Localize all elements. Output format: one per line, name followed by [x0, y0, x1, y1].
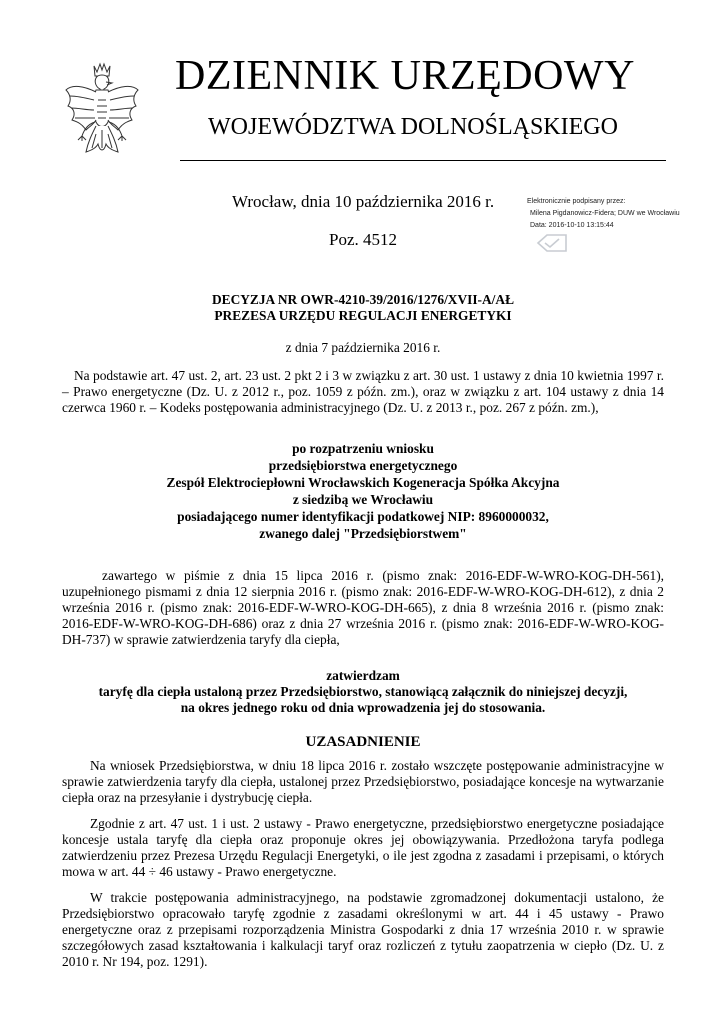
masthead-divider: [180, 160, 666, 161]
signature-signer: Milena Pigdanowicz-Fidera; DUW we Wrocławiu: [530, 210, 680, 217]
reasoning-paragraph: Zgodnie z art. 47 ust. 1 i ust. 2 ustawy - Prawo energetyczne, przedsiębiorstwo energetyczne posiadające koncesje ustala taryfę dla ciepła oraz proponuje okres jej obowiązywania. Przedłożona taryfa podlega zatwierdzeniu przez Prezesa Urzędu Regulacji Energetyki, o ile jest zgodna z zasadami i przepisami, o których mowa w art. 44 ÷ 46 ustawy - Prawo energetyczne.: [62, 816, 664, 879]
approval-line: taryfę dla ciepła ustaloną przez Przedsiębiorstwo, stanowiącą załącznik do niniejszej decyzji,: [98, 684, 628, 699]
reasoning-heading: UZASADNIENIE: [305, 734, 421, 750]
signature-verified-icon: [535, 232, 569, 254]
decision-issuer: PREZESA URZĘDU REGULACJI ENERGETYKI: [214, 308, 512, 323]
publication-date: Wrocław, dnia 10 października 2016 r.: [232, 192, 495, 211]
applicant-line: przedsiębiorstwa energetycznego: [268, 458, 458, 473]
applicant-line: po rozpatrzeniu wniosku: [292, 441, 434, 456]
electronic-signature-block: [527, 196, 717, 232]
journal-title: DZIENNIK URZĘDOWY: [175, 53, 635, 99]
journal-subtitle: WOJEWÓDZTWA DOLNOŚLĄSKIEGO: [208, 114, 618, 140]
approval-block: [62, 668, 664, 716]
signature-date: Data: 2016-10-10 13:15:44: [530, 222, 614, 229]
reasoning-paragraph: W trakcie postępowania administracyjnego, na podstawie zgromadzonej dokumentacji ustalono, że Przedsiębiorstwo opracowało taryfę zgodnie z zasadami określonymi w art. 44 i 45 ustawy - Prawo energetyczne oraz z przepisami rozporządzenia Ministra Gospodarki z dnia 17 września 2010 r. w sprawie szczegółowych zasad kształtowania i kalkulacji taryf oraz rozliczeń z tytułu zaopatrzenia w ciepło (Dz. U. z 2010 r. Nr 194, poz. 1291).: [62, 890, 664, 969]
white-eagle-emblem-icon: [62, 60, 142, 164]
applicant-nip: posiadającego numer identyfikacji podatkowej NIP: 8960000032,: [177, 509, 549, 524]
approval-line: na okres jednego roku od dnia wprowadzenia jej do stosowania.: [180, 700, 546, 715]
filing-details-paragraph: zawartego w piśmie z dnia 15 lipca 2016 r. (pismo znak: 2016-EDF-W-WRO-KOG-DH-561), uzupełnionego pismami z dnia 12 sierpnia 2016 r. (pismo znak: 2016-EDF-W-WRO-KOG-DH-612), z dnia 2 września 2016 r. (pismo znak: 2016-EDF-W-WRO-KOG-DH-665), z dnia 8 września 2016 r. (pismo znak: 2016-EDF-W-WRO-KOG-DH-686) oraz z dnia 27 września 2016 r. (pismo znak: 2016-EDF-W-WRO-KOG-DH-737) w sprawie zatwierdzenia taryfy dla ciepła,: [62, 568, 664, 647]
applicant-alias: zwanego dalej "Przedsiębiorstwem": [259, 526, 467, 541]
applicant-company-name: Zespół Elektrociepłowni Wrocławskich Kogeneracja Spółka Akcyjna: [166, 475, 560, 490]
approval-heading: zatwierdzam: [326, 668, 400, 683]
decision-document: [62, 288, 664, 970]
reasoning-paragraph: Na wniosek Przedsiębiorstwa, w dniu 18 lipca 2016 r. zostało wszczęte postępowanie administracyjne w sprawie zatwierdzenia taryfy dla ciepła, ustalonej przez Przedsiębiorstwo, posiadające koncesje na wytwarzanie ciepła oraz na przesyłanie i dystrybucję ciepła.: [62, 758, 664, 805]
decision-number: DECYZJA NR OWR-4210-39/2016/1276/XVII-A/AŁ: [211, 292, 515, 307]
legal-basis-paragraph: Na podstawie art. 47 ust. 2, art. 23 ust. 2 pkt 2 i 3 w związku z art. 30 ust. 1 ustawy z dnia 10 kwietnia 1997 r. – Prawo energetyczne (Dz. U. z 2012 r., poz. 1059 z późn. zm.), oraz w związku z art. 104 ustawy z dnia 14 czerwca 1960 r. – Kodeks postępowania administracyjnego (Dz. U. z 2013 r., poz. 267 z późn. zm.),: [62, 368, 664, 415]
applicant-seat: z siedzibą we Wrocławiu: [292, 492, 434, 507]
applicant-block: [62, 440, 664, 542]
position-number: Poz. 4512: [329, 230, 397, 249]
decision-date: z dnia 7 października 2016 r.: [285, 340, 441, 355]
signature-line: Elektronicznie podpisany przez:: [527, 198, 626, 205]
